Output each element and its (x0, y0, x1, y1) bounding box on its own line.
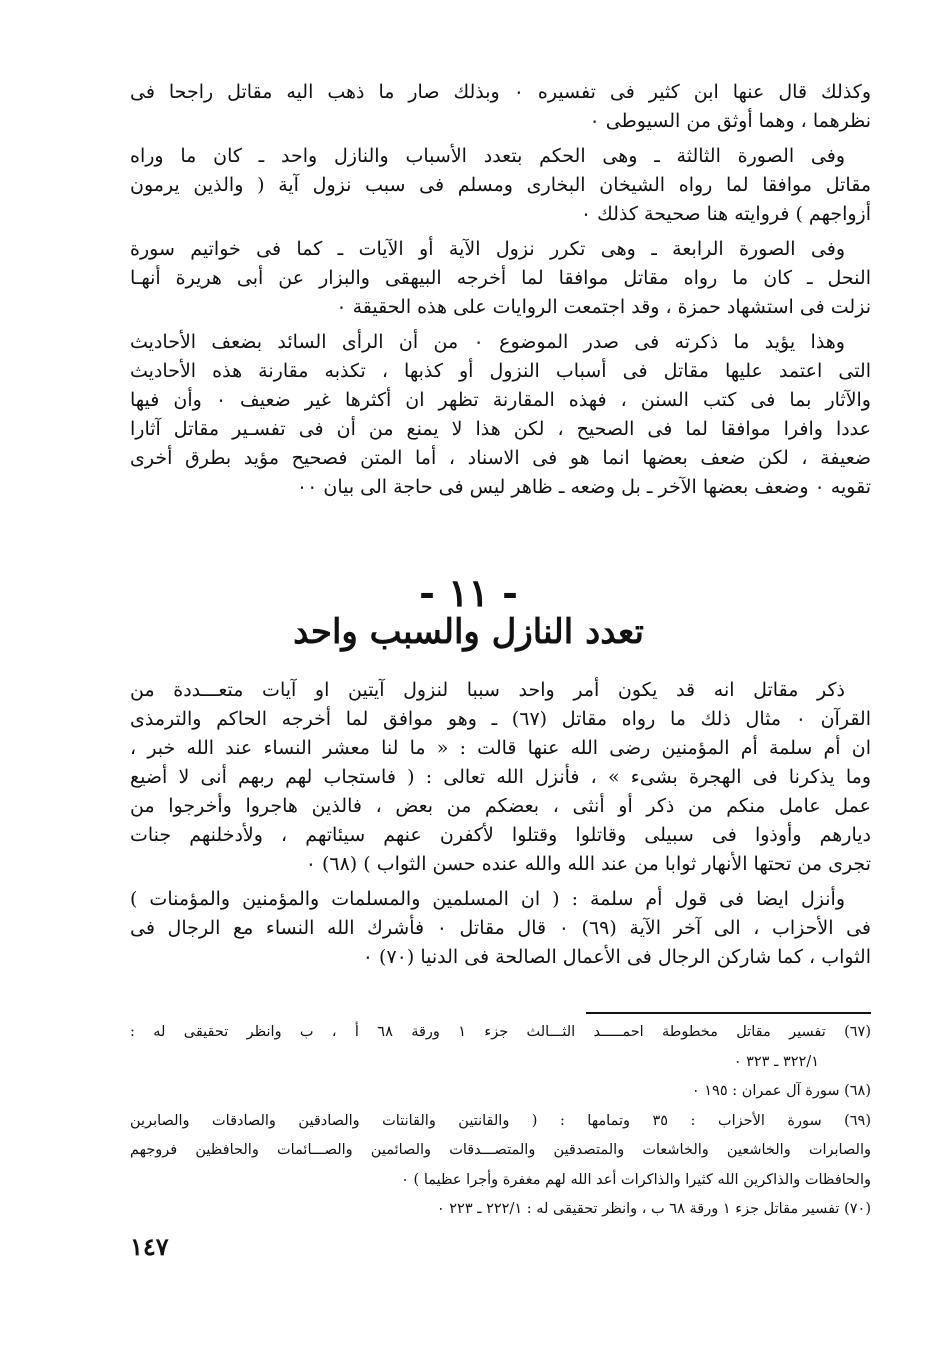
footnote-line: (٦٧) تفسير مقاتل مخطوطة احمـــــد الثـــالث جزء ١ ورقة ٦٨ أ ، ب وانظر تحقيقى له : (130, 1024, 871, 1040)
paragraph (130, 235, 871, 322)
text-line: تقويه ٠ وضعف بعضها الآخر ـ بل وضعه ـ ظاهر ليس فى حاجة الى بيان ٠٠ (296, 476, 871, 498)
text-line: الثواب ، كما شاركن الرجال فى الأعمال الصالحة فى الدنيا (٧٠) ٠ (362, 946, 871, 968)
paragraph (130, 328, 871, 502)
chapter-number: - ١١ - (419, 570, 518, 615)
chapter-title: تعدد النازل والسبب واحد (293, 612, 644, 652)
text-line: القرآن ٠ مثال ذلك ما رواه مقاتل (٦٧) ـ وهو موافق لما أخرجه الحاكم والترمذى (130, 708, 871, 730)
text-line: ذكر مقاتل انه قد يكون أمر واحد سببا لنزول آيتين او آيات متعـــددة من (130, 679, 845, 701)
paragraph (130, 78, 871, 136)
text-line: ديارهم وأوذوا فى سبيلى وقاتلوا وقتلوا لأكفرن عنهم سيئاتهم ، ولأدخلنهم جنات (130, 824, 871, 846)
body-text-top (130, 78, 871, 508)
footnote-line: (٧٠) تفسير مقاتل جزء ١ ورقة ٦٨ ب ، وانظر تحقيقى له : ٢٢٢/١ ـ ٢٢٣ ٠ (436, 1201, 871, 1217)
text-line: وهذا يؤيد ما ذكرته فى صدر الموضوع ٠ من أن الرأى السائد بضعف الأحاديث (130, 331, 845, 353)
text-line: عمل عامل منكم من ذكر أو أنثى ، بعضكم من بعض ، فالذين هاجروا وأخرجوا من (130, 795, 871, 817)
text-line: والآثار بما فى كتب السنن ، فهذه المقارنة تظهر ان أكثرها غير ضعيف ٠ وأن فيها (130, 389, 871, 411)
footnote-line: (٦٩) سورة الأحزاب : ٣٥ وتمامها : ( والقانتين والقانتات والصادقين والصادقات والصابرين (130, 1112, 871, 1129)
text-line: عددا وافرا موافقا لما فى الصحيح ، لكن هذا لا يمنع من أن فى تفسـير مقاتل آثارا (130, 418, 871, 440)
footnote-line: ٣٢٢/١ ـ ٣٢٣ ٠ (733, 1053, 819, 1070)
text-line: وأنزل ايضا فى قول أم سلمة : ( ان المسلمين والمسلمات والمؤمنين والمؤمنات ) (130, 888, 845, 910)
footnote-line: والحافظات والذاكرين الله كثيرا والذاكرات أعد الله لهم مغفرة وأجرا عظيما ) ٠ (401, 1171, 871, 1188)
text-line: النحل ـ كان ما رواه مقاتل موافقا لما أخرجه البيهقى والبزار عن أبى هريرة أنهـا (130, 267, 871, 289)
paragraph (130, 885, 871, 972)
text-line: تجرى من تحتها الأنهار ثوابا من عند الله والله عنده حسن الثواب ) (٦٨) ٠ (305, 853, 871, 875)
text-line: أزواجهم ) فروايته هنا صحيحة كذلك ٠ (580, 203, 871, 225)
text-line: مقاتل موافقا لما رواه الشيخان البخارى ومسلم فى سبب نزول آية ( والذين يرمون (130, 174, 871, 196)
footnotes (130, 1018, 871, 1225)
text-line: نظرهما ، وهما أوثق من السيوطى ٠ (589, 110, 871, 132)
text-line: وفى الصورة الرابعة ـ وهى تكرر نزول الآية أو الآيات ـ كما فى خواتيم سورة (130, 238, 845, 260)
text-line: نزلت فى استشهاد حمزة ، وقد اجتمعت الروايات على هذه الحقيقة ٠ (336, 296, 871, 318)
text-line: ضعيفة ، لكن ضعف بعضها انما هو فى الاسناد ، أما المتن فصحيح مؤيد بطرق أخرى (130, 447, 871, 469)
text-line: وكذلك قال عنها ابن كثير فى تفسيره ٠ وبذلك صار ما ذهب اليه مقاتل راجحا فى (130, 81, 871, 103)
text-line: وما يذكرنا فى الهجرة بشىء » ، فأنزل الله تعالى : ( فاستجاب لهم ربهم أنى لا أضيع (130, 766, 871, 788)
footnote-line: (٦٨) سورة آل عمران : ١٩٥ ٠ (691, 1083, 871, 1099)
footnote-separator (586, 1012, 871, 1014)
text-line: وفى الصورة الثالثة ـ وهى الحكم بتعدد الأسباب والنازل واحد ـ كان ما وراه (130, 145, 845, 167)
body-text-bottom (130, 676, 871, 978)
page-number: ١٤٧ (130, 1232, 169, 1261)
text-line: التى اعتمد عليها مقاتل فى أسباب النزول أو كذبها ، تكذبه مقارنة هذه الأحاديث (130, 360, 871, 382)
text-line: فى الأحزاب ، الى آخر الآية (٦٩) ٠ قال مقاتل ٠ فأشرك الله النساء مع الرجال فى (130, 917, 871, 939)
footnote-line: والصابرات والخاشعين والخاشعات والمتصدقين والمتصـــدقات والصائمين والصـــائمات والحافظين فروجهم (130, 1142, 871, 1158)
paragraph (130, 676, 871, 879)
paragraph (130, 142, 871, 229)
text-line: ان أم سلمة أم المؤمنين رضى الله عنها قالت : « ما لنا معشر النساء عند الله خبر ، (130, 737, 871, 759)
